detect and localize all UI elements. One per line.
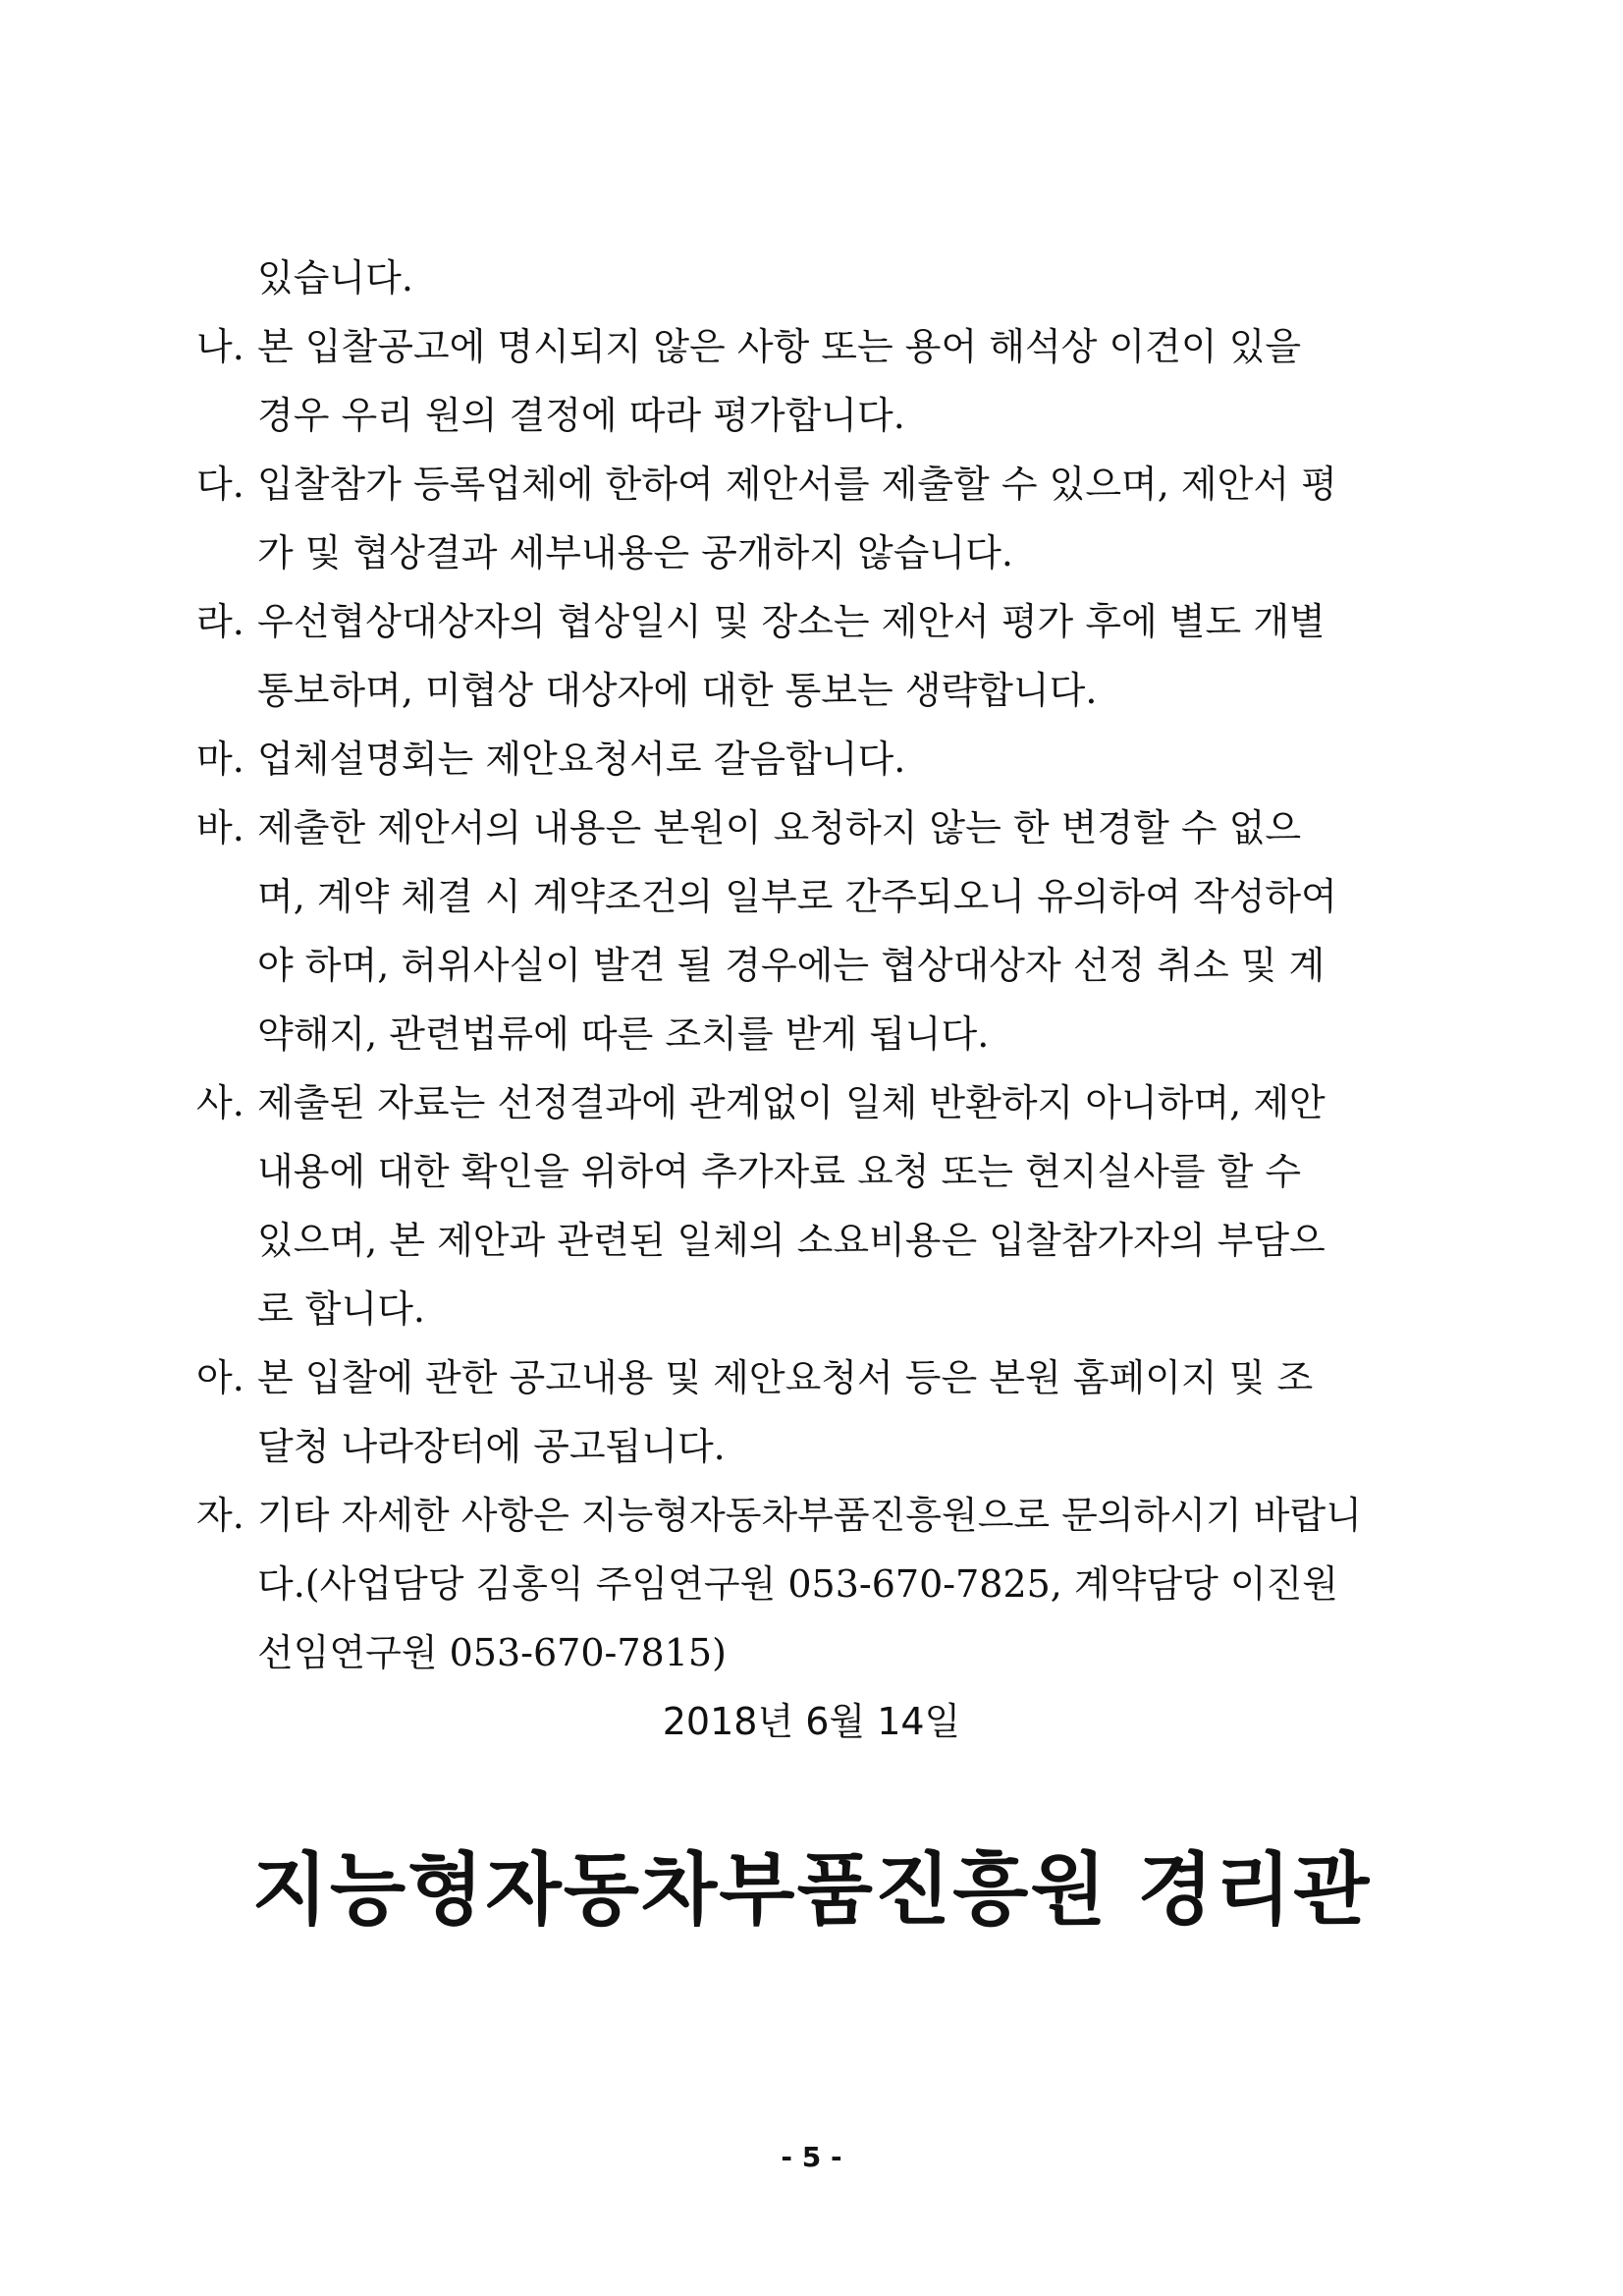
list-item-ba-cont	[196, 862, 1473, 931]
page-number: - 5 -	[781, 2141, 842, 2173]
item-marker: 나.	[196, 325, 244, 368]
line-text: 내용에 대한 확인을 위하여 추가자료 요청 또는 현지실사를 할 수	[257, 1150, 1302, 1193]
list-item-ja-cont	[196, 1618, 1473, 1687]
list-item-ba-cont	[196, 931, 1473, 1000]
issuer-name: 지능형자동차부품진흥원 경리관	[251, 1843, 1372, 1936]
line-text: 본 입찰공고에 명시되지 않은 사항 또는 용어 해석상 이견이 있을	[257, 325, 1302, 368]
list-item-sa-cont	[196, 1137, 1473, 1206]
item-marker: 사.	[196, 1081, 244, 1124]
line-text: 며, 계약 체결 시 계약조건의 일부로 간주되오니 유의하여 작성하여	[257, 875, 1337, 918]
line-text: 다.(사업담당 김홍익 주임연구원 053-670-7825, 계약담당 이진원	[257, 1562, 1338, 1606]
list-item-na	[196, 312, 1473, 381]
line-text: 있습니다.	[257, 256, 413, 300]
list-item-da-cont	[196, 519, 1473, 587]
continuation-line	[196, 244, 1473, 312]
line-text: 선임연구원 053-670-7815)	[257, 1631, 727, 1674]
list-item-ra	[196, 587, 1473, 656]
line-text: 제출한 제안서의 내용은 본원이 요청하지 않는 한 변경할 수 없으	[257, 806, 1302, 849]
line-text: 제출된 자료는 선정결과에 관계없이 일체 반환하지 아니하며, 제안	[257, 1081, 1325, 1124]
line-text: 업체설명회는 제안요청서로 갈음합니다.	[257, 738, 906, 781]
line-text: 약해지, 관련법류에 따른 조치를 받게 됩니다.	[257, 1012, 990, 1056]
list-item-ra-cont	[196, 656, 1473, 725]
item-marker: 라.	[196, 600, 244, 643]
line-text: 가 및 협상결과 세부내용은 공개하지 않습니다.	[257, 531, 1013, 574]
line-text: 로 합니다.	[257, 1287, 425, 1331]
list-item-ja	[196, 1481, 1473, 1550]
item-marker: 바.	[196, 806, 244, 849]
item-marker: 자.	[196, 1494, 244, 1537]
item-marker: 마.	[196, 738, 244, 781]
list-item-sa-cont	[196, 1206, 1473, 1275]
line-text: 야 하며, 허위사실이 발견 될 경우에는 협상대상자 선정 취소 및 계	[257, 944, 1325, 987]
line-text: 경우 우리 원의 결정에 따라 평가합니다.	[257, 394, 905, 437]
list-item-ma	[196, 725, 1473, 793]
list-item-da	[196, 450, 1473, 519]
list-item-sa	[196, 1068, 1473, 1137]
list-item-na-cont	[196, 381, 1473, 450]
list-item-ba-cont	[196, 1000, 1473, 1068]
item-marker: 아.	[196, 1356, 244, 1399]
line-text: 입찰참가 등록업체에 한하여 제안서를 제출할 수 있으며, 제안서 평	[257, 463, 1337, 506]
line-text: 기타 자세한 사항은 지능형자동차부품진흥원으로 문의하시기 바랍니	[257, 1494, 1362, 1537]
list-item-ba	[196, 793, 1473, 862]
notice-date: 2018년 6월 14일	[662, 1700, 961, 1743]
item-marker: 다.	[196, 463, 244, 506]
line-text: 있으며, 본 제안과 관련된 일체의 소요비용은 입찰참가자의 부담으	[257, 1219, 1325, 1262]
list-item-a-cont	[196, 1412, 1473, 1481]
line-text: 달청 나라장터에 공고됩니다.	[257, 1425, 726, 1468]
line-text: 본 입찰에 관한 공고내용 및 제안요청서 등은 본원 홈페이지 및 조	[257, 1356, 1314, 1399]
list-item-ja-cont	[196, 1550, 1473, 1618]
list-item-a	[196, 1343, 1473, 1412]
line-text: 우선협상대상자의 협상일시 및 장소는 제안서 평가 후에 별도 개별	[257, 600, 1325, 643]
list-item-sa-cont	[196, 1275, 1473, 1343]
notice-body	[196, 244, 1473, 1687]
line-text: 통보하며, 미협상 대상자에 대한 통보는 생략합니다.	[257, 669, 1098, 712]
